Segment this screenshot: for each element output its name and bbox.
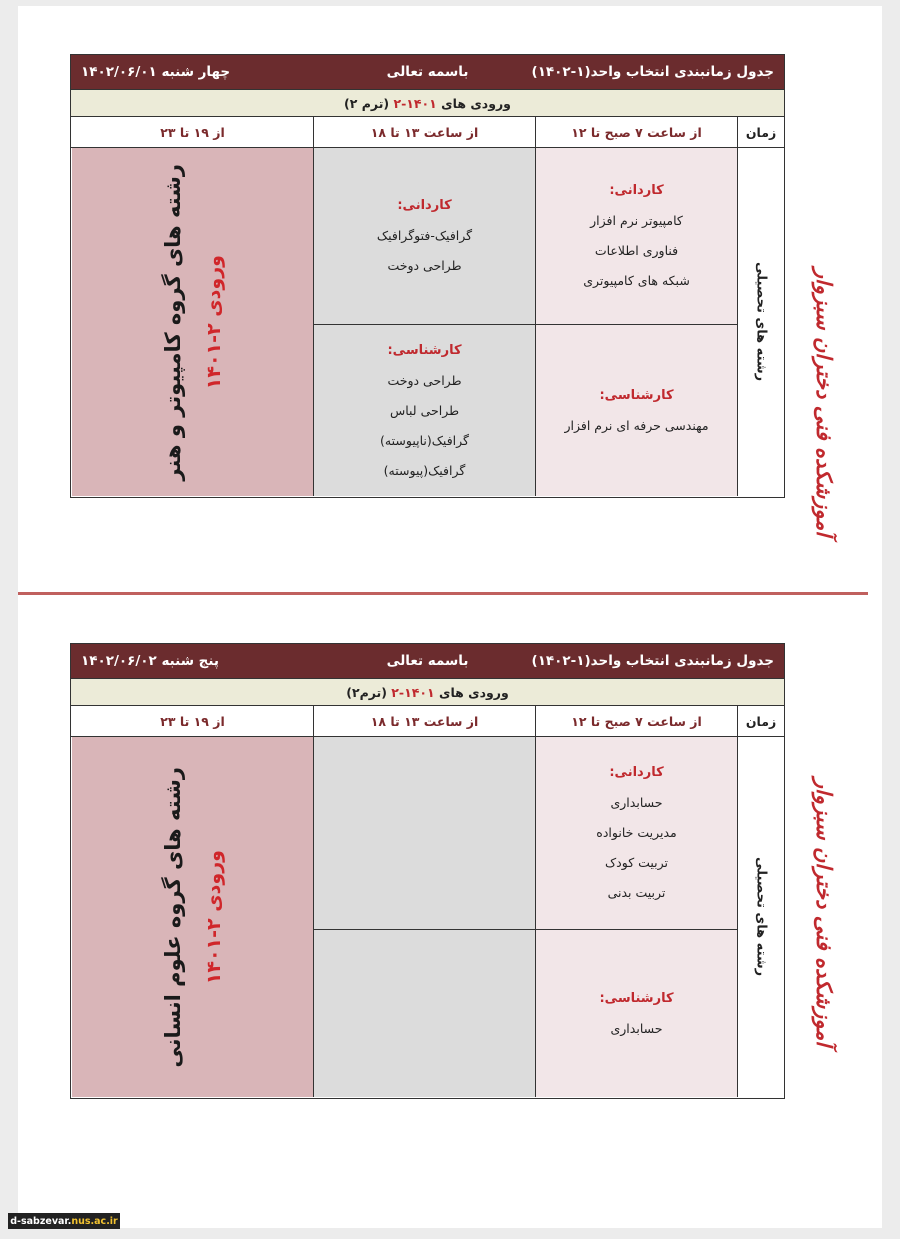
cell-morning-associate: کاردانی: حسابداری مدیریت خانواده تربیت کودک تربیت بدنی (536, 737, 737, 929)
cell-afternoon-bachelor: کارشناسی: طراحی دوخت طراحی لباس گرافیک(ناپیوسته) گرافیک(پیوسته) (314, 324, 535, 496)
cell-evening-group (72, 148, 313, 496)
header-date: چهار شنبه ۱۴۰۲/۰۶/۰۱ (81, 64, 231, 80)
header-center: باسمه تعالی (386, 64, 469, 80)
cell-afternoon-empty (314, 737, 535, 929)
col-morning: از ساعت ۷ صبح تا ۱۲ (535, 117, 737, 147)
cell-morning-associate: کاردانی: کامپیوتر نرم افزار فناوری اطلاعات شبکه های کامپیوتری (536, 148, 737, 324)
cell-morning-bachelor: کارشناسی: مهندسی حرفه ای نرم افزار (536, 324, 737, 496)
group-intake: ورودی ۲-۱۴۰۱ (202, 849, 225, 985)
header-title: جدول زمانبندی انتخاب واحد(۱-۱۴۰۲) (531, 64, 774, 80)
col-evening: از ۱۹ تا ۲۳ (160, 124, 225, 140)
group-title: رشته های گروه کامپیوتر و هنر (160, 163, 185, 481)
header-center: باسمه تعالی (386, 653, 469, 669)
table-header (71, 644, 784, 678)
group-intake: ورودی ۲-۱۴۰۱ (202, 254, 225, 390)
schedule-table-1 (70, 54, 785, 498)
watermark-2: آموزشکده فنی دختران سبزوار (812, 778, 836, 1047)
header-title: جدول زمانبندی انتخاب واحد(۱-۱۴۰۲) (531, 653, 774, 669)
header-date: پنج شنبه ۱۴۰۲/۰۶/۰۲ (81, 653, 219, 669)
cell-afternoon-empty-2 (314, 929, 535, 1097)
col-afternoon: از ساعت ۱۳ تا ۱۸ (313, 706, 535, 736)
col-morning: از ساعت ۷ صبح تا ۱۲ (535, 706, 737, 736)
subheader: ورودی های ۲-۱۴۰۱ (ترم ۲) (71, 89, 784, 117)
row-label: رشته های تحصیلی (737, 737, 784, 1097)
footer-url[interactable]: d-sabzevar. nus.ac.ir (8, 1213, 120, 1229)
column-headers (71, 117, 784, 148)
cell-morning-bachelor: کارشناسی: حسابداری (536, 929, 737, 1097)
group-title: رشته های گروه علوم انسانی (160, 766, 185, 1068)
time-label: زمان (737, 117, 784, 147)
page-divider (18, 592, 868, 595)
schedule-table-2 (70, 643, 785, 1099)
col-afternoon: از ساعت ۱۳ تا ۱۸ (313, 117, 535, 147)
cell-evening-group (72, 737, 313, 1097)
time-label: زمان (737, 706, 784, 736)
col-evening: از ۱۹ تا ۲۳ (160, 713, 225, 729)
column-headers (71, 706, 784, 737)
row-label: رشته های تحصیلی (737, 148, 784, 496)
watermark-1: آموزشکده فنی دختران سبزوار (812, 268, 836, 537)
table-header (71, 55, 784, 89)
cell-afternoon-associate: کاردانی: گرافیک-فتوگرافیک طراحی دوخت (314, 148, 535, 324)
subheader: ورودی های ۲-۱۴۰۱ (ترم۲) (71, 678, 784, 706)
